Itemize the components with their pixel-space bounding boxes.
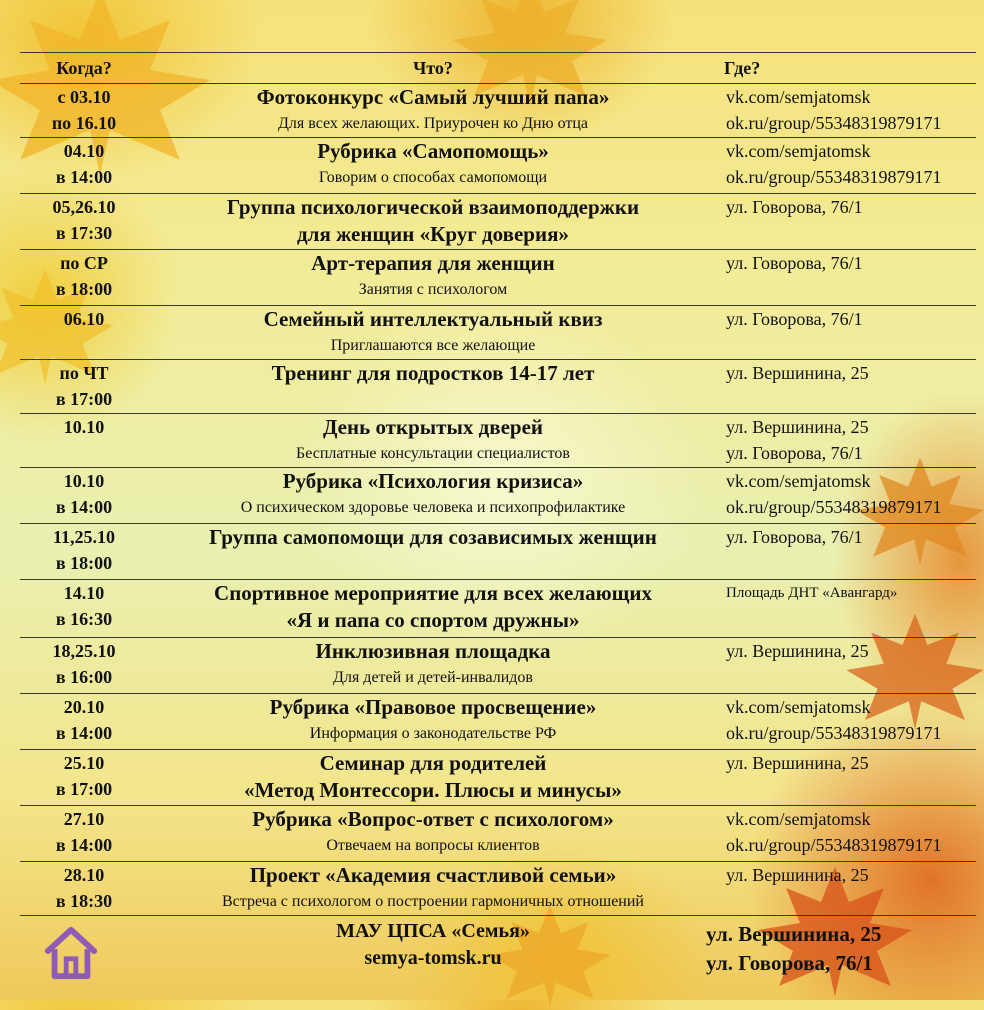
event-date-line: в 14:00 xyxy=(55,835,113,855)
event-date-line: 05,26.10 xyxy=(52,197,116,217)
event-subtitle: Встреча с психологом о построении гармоничных отношений xyxy=(221,893,644,910)
event-location-link[interactable]: ok.ru/group/55348319879171 xyxy=(726,723,942,743)
event-subtitle: Для детей и детей-инвалидов xyxy=(333,669,533,686)
event-description-cell xyxy=(148,862,718,916)
event-date-line: по 16.10 xyxy=(51,113,117,133)
event-location-link[interactable]: ok.ru/group/55348319879171 xyxy=(726,497,942,517)
event-location-link[interactable]: vk.com/semjatomsk xyxy=(726,809,871,829)
column-header-when: Когда? xyxy=(20,53,148,84)
event-location-address: ул. Говорова, 76/1 xyxy=(726,309,863,329)
event-location-cell xyxy=(718,638,976,694)
event-location-cell xyxy=(718,414,976,468)
event-location-link[interactable]: vk.com/semjatomsk xyxy=(726,87,871,107)
event-description-cell xyxy=(148,750,718,806)
event-description-cell xyxy=(148,84,718,138)
event-date-line: 10.10 xyxy=(63,417,105,437)
event-description-cell xyxy=(148,194,718,250)
event-description-cell xyxy=(148,638,718,694)
event-title: Фотоконкурс «Самый лучший папа» xyxy=(256,85,610,109)
event-description-cell xyxy=(148,138,718,194)
event-location-address: ул. Говорова, 76/1 xyxy=(726,197,863,217)
address-line-1: ул. Вершинина, 25 xyxy=(706,922,882,946)
event-location-cell xyxy=(718,360,976,414)
event-description-cell xyxy=(148,306,718,360)
schedule-row xyxy=(20,194,976,250)
event-location-cell xyxy=(718,138,976,194)
schedule-row xyxy=(20,694,976,750)
event-location-address: ул. Вершинина, 25 xyxy=(726,865,869,885)
schedule-row xyxy=(20,84,976,138)
event-description-cell xyxy=(148,806,718,862)
event-date-line: в 16:30 xyxy=(55,609,113,629)
event-title: Тренинг для подростков 14-17 лет xyxy=(271,361,595,385)
event-title: Семейный интеллектуальный квиз xyxy=(263,307,603,331)
event-date-line: в 14:00 xyxy=(55,167,113,187)
event-date-line: по СР xyxy=(60,253,108,273)
event-date-line: 04.10 xyxy=(63,141,105,161)
event-location-cell xyxy=(718,84,976,138)
event-location-cell xyxy=(718,194,976,250)
event-location-link[interactable]: ok.ru/group/55348319879171 xyxy=(726,835,942,855)
event-title: для женщин «Круг доверия» xyxy=(297,222,569,246)
event-date-line: в 17:00 xyxy=(55,779,113,799)
event-subtitle: Отвечаем на вопросы клиентов xyxy=(326,837,540,854)
event-title: Рубрика «Самопомощь» xyxy=(317,139,549,163)
house-icon xyxy=(42,924,100,982)
schedule-row xyxy=(20,750,976,806)
event-title: Группа самопомощи для созависимых женщин xyxy=(209,525,657,549)
schedule-row xyxy=(20,638,976,694)
event-location-address: ул. Вершинина, 25 xyxy=(726,363,869,383)
event-description-cell xyxy=(148,468,718,524)
event-date-line: в 18:00 xyxy=(55,279,113,299)
event-date-cell xyxy=(20,360,148,414)
event-date-cell xyxy=(20,194,148,250)
event-date-cell xyxy=(20,750,148,806)
event-title: Проект «Академия счастливой семьи» xyxy=(249,863,617,887)
event-location-address: ул. Вершинина, 25 xyxy=(726,753,869,773)
event-date-line: 18,25.10 xyxy=(52,641,116,661)
event-title: Рубрика «Правовое просвещение» xyxy=(269,695,597,719)
event-date-cell xyxy=(20,580,148,638)
event-date-line: в 14:00 xyxy=(55,497,113,517)
event-date-line: в 17:00 xyxy=(55,389,113,409)
event-title: Рубрика «Вопрос-ответ с психологом» xyxy=(252,807,614,831)
event-subtitle: Занятия с психологом xyxy=(358,281,508,298)
event-date-cell xyxy=(20,468,148,524)
event-date-cell xyxy=(20,306,148,360)
column-header-what: Что? xyxy=(148,53,718,84)
schedule-row xyxy=(20,468,976,524)
event-location-cell xyxy=(718,694,976,750)
event-location-cell xyxy=(718,250,976,306)
event-date-line: 20.10 xyxy=(63,697,105,717)
schedule-row xyxy=(20,524,976,580)
event-date-line: 06.10 xyxy=(63,309,105,329)
event-date-cell xyxy=(20,638,148,694)
event-subtitle: Приглашаются все желающие xyxy=(330,337,536,354)
event-description-cell xyxy=(148,414,718,468)
event-location-cell xyxy=(718,524,976,580)
organization-block xyxy=(148,918,718,972)
event-date-cell xyxy=(20,250,148,306)
event-subtitle: Для всех желающих. Приурочен ко Дню отца xyxy=(277,115,589,132)
event-title: Группа психологической взаимоподдержки xyxy=(226,195,640,219)
event-location-cell xyxy=(718,806,976,862)
event-description-cell xyxy=(148,694,718,750)
event-subtitle: О психическом здоровье человека и психопрофилактике xyxy=(240,499,626,516)
event-date-line: по ЧТ xyxy=(59,363,109,383)
event-title: Рубрика «Психология кризиса» xyxy=(282,469,584,493)
schedule-header-row xyxy=(20,53,976,84)
event-location-address: ул. Говорова, 76/1 xyxy=(726,443,863,463)
event-date-line: в 18:00 xyxy=(55,553,113,573)
event-title: Арт-терапия для женщин xyxy=(311,251,555,275)
event-location-link[interactable]: vk.com/semjatomsk xyxy=(726,141,871,161)
event-title: Инклюзивная площадка xyxy=(315,639,551,663)
event-location-address: ул. Вершинина, 25 xyxy=(726,417,869,437)
event-location-address: ул. Говорова, 76/1 xyxy=(726,253,863,273)
event-location-link[interactable]: vk.com/semjatomsk xyxy=(726,697,871,717)
footer xyxy=(20,916,976,996)
event-date-line: 10.10 xyxy=(63,471,105,491)
event-date-cell xyxy=(20,138,148,194)
event-location-cell xyxy=(718,306,976,360)
organization-addresses xyxy=(706,920,881,978)
schedule-row xyxy=(20,138,976,194)
event-date-line: 28.10 xyxy=(63,865,105,885)
schedule-row xyxy=(20,580,976,638)
schedule-row xyxy=(20,360,976,414)
event-date-line: в 14:00 xyxy=(55,723,113,743)
event-date-cell xyxy=(20,524,148,580)
event-subtitle: Бесплатные консультации специалистов xyxy=(296,445,570,462)
event-location-link[interactable]: ok.ru/group/55348319879171 xyxy=(726,167,942,187)
event-location-cell xyxy=(718,862,976,916)
event-date-line: 27.10 xyxy=(63,809,105,829)
event-subtitle: Говорим о способах самопомощи xyxy=(318,169,548,186)
event-title: День открытых дверей xyxy=(322,415,544,439)
event-date-cell xyxy=(20,84,148,138)
organization-name: МАУ ЦПСА «Семья» xyxy=(336,920,530,942)
event-date-line: 25.10 xyxy=(63,753,105,773)
event-description-cell xyxy=(148,360,718,414)
event-title: «Я и папа со спортом дружны» xyxy=(286,608,580,632)
address-line-2: ул. Говорова, 76/1 xyxy=(706,951,873,975)
event-date-line: 11,25.10 xyxy=(52,527,115,547)
schedule-row xyxy=(20,862,976,916)
schedule-row xyxy=(20,306,976,360)
event-date-line: в 18:30 xyxy=(55,891,113,911)
schedule-table xyxy=(20,52,976,916)
event-date-cell xyxy=(20,694,148,750)
event-description-cell xyxy=(148,580,718,638)
event-date-cell xyxy=(20,862,148,916)
event-subtitle: Информация о законодательстве РФ xyxy=(309,725,557,742)
event-date-cell xyxy=(20,806,148,862)
column-header-where: Где? xyxy=(718,53,976,84)
schedule-row xyxy=(20,250,976,306)
event-title: Семинар для родителей xyxy=(319,751,547,775)
organization-website[interactable]: semya-tomsk.ru xyxy=(364,947,502,969)
event-location-address: Площадь ДНТ «Авангард» xyxy=(726,585,898,601)
event-title: «Метод Монтессори. Плюсы и минусы» xyxy=(244,778,622,802)
event-location-cell xyxy=(718,750,976,806)
event-description-cell xyxy=(148,524,718,580)
event-location-cell xyxy=(718,580,976,638)
event-date-line: с 03.10 xyxy=(57,87,111,107)
event-title: Спортивное мероприятие для всех желающих xyxy=(214,581,652,605)
event-date-line: в 16:00 xyxy=(55,667,113,687)
event-location-cell xyxy=(718,468,976,524)
event-location-address: ул. Говорова, 76/1 xyxy=(726,527,863,547)
event-location-address: ул. Вершинина, 25 xyxy=(726,641,869,661)
event-date-line: 14.10 xyxy=(63,583,105,603)
event-location-link[interactable]: ok.ru/group/55348319879171 xyxy=(726,113,942,133)
event-date-cell xyxy=(20,414,148,468)
schedule-row xyxy=(20,414,976,468)
event-location-link[interactable]: vk.com/semjatomsk xyxy=(726,471,871,491)
event-date-line: в 17:30 xyxy=(55,223,113,243)
event-description-cell xyxy=(148,250,718,306)
schedule-row xyxy=(20,806,976,862)
